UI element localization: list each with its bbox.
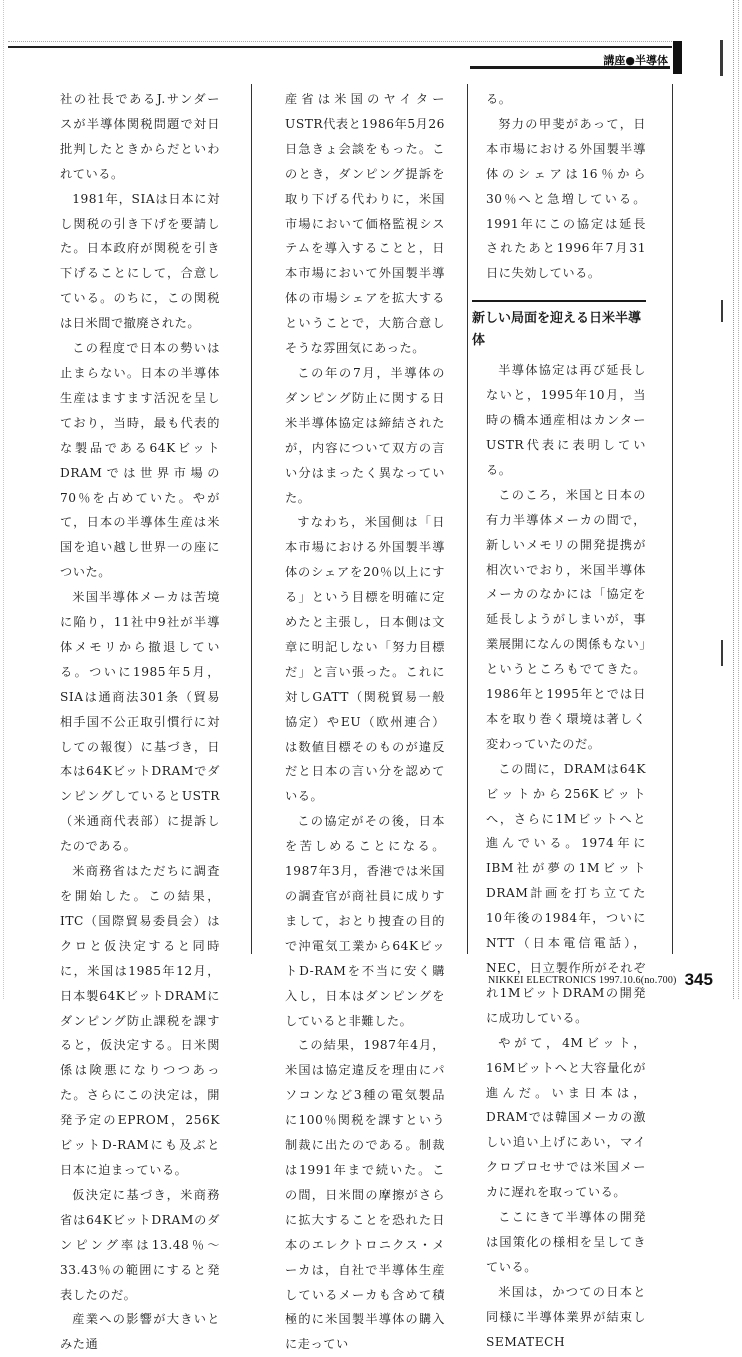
section-heading: 新しい局面を迎える日米半導体 [472,300,646,352]
paragraph: 仮決定に基づき，米商務省は64KビットDRAMのダンピング率は13.48％～33.43％の範囲にすると発表したのだ。 [60,1187,220,1302]
paragraph: 社の社長であるJ.サンダースが半導体関税問題で対日批判したときからだといわれている。 [60,92,220,181]
paragraph: このころ，米国と日本の有力半導体メーカの間で，新しいメモリの開発提携が相次いでおり，米国半導体メーカのなかには「協定を延長しようがしまいが，事業展開になんの関係もない」というところもでてきた。1986年と1995年とでは日本を取り巻く環境は著しく変わっていたのだ。 [486,487,646,751]
paragraph: この間に，DRAMは64Kビットから256Kビットへ，さらに1Mビットへと進んでいる。1974年にIBM社が夢の1MビットDRAM計画を打ち立てた10年後の1984年，ついにNTT（日本電信電話），NEC，日立製作所がそれぞれ1MビットDRAMの開発に成功している。 [486,761,646,1025]
page-number: 345 [684,970,713,989]
page-left-edge [3,0,6,999]
header-rule [8,46,672,48]
section-label: 講座●半導体 [603,54,668,67]
paragraph: 産業への影響が大きいとみた通 [60,1312,220,1352]
paragraph: 米国半導体メーカは苦境に陥り，11社中9社が半導体メモリから撤退している。ついに1985年5月，SIAは通商法301条（貿易相手国不公正取引慣行に対しての報復）に基づき，日本は64KビットDRAMでダンピングしているとUSTR（米通商代表部）に提訴したのである。 [60,590,220,854]
edge-mark [720,40,723,76]
column-divider [672,84,673,954]
paragraph: この年の7月，半導体のダンピング防止に関する日米半導体協定は締結されたが，内容について双方の言い分はまったく異なっていた。 [285,365,445,505]
journal-citation: NIKKEI ELECTRONICS 1997.10.6(no.700) [488,975,677,986]
paragraph: この程度で日本の勢いは止まらない。日本の半導体生産はますます活況を呈しており，当時，最も代表的な製品である64KビットDRAMでは世界市場の70％を占めていた。やがて，日本の半導体生産は米国を追い越し世界一の座についた。 [60,341,220,580]
edge-mark [721,300,723,322]
edge-mark [721,640,723,666]
column-divider [467,84,468,954]
page-footer [488,970,728,990]
paragraph: 米商務省はただちに調査を開始した。この結果，ITC（国際貿易委員会）はクロと仮決定すると同時に，米国は1985年12月，日本製64KビットDRAMにダンピング防止課税を課すると，仮決定する。日米関係は険悪になりつつあった。さらにこの決定は，開発予定のEPROM，256KビットD-RAMにも及ぶと日本に迫まっている。 [60,864,220,1177]
column-divider [251,84,252,954]
text-column-2 [285,87,445,1357]
paragraph: 産省は米国のヤイターUSTR代表と1986年5月26日急きょ会談をもった。このとき，ダンピング提訴を取り下げる代わりに，米国市場において価格監視システムを導入することと，日本市場において外国製半導体の市場シェアを拡大するということで，大筋合意しそうな雰囲気にあった。 [285,92,445,356]
paragraph: 1981年，SIAは日本に対し関税の引き下げを要請した。日本政府が関税を引き下げることにして，合意している。のちに，この関税は日米間で撤廃された。 [60,191,220,331]
paragraph: る。 [486,92,512,106]
paragraph: この結果，1987年4月，米国は協定違反を理由にパソコンなど3種の電気製品に100％関税を課すという制裁に出たのである。制裁は1991年まで続いた。この間，日米間の摩擦がさらに拡大することを恐れた日本のエレクトロニクス・メーカは，自社で半導体生産しているメーカも含めて積極的に米国製半導体の購入に走ってい [285,1038,445,1352]
paragraph: 米国は，かつての日本と同様に半導体業界が結束しSEMATECH [486,1284,646,1349]
paragraph: やがて，4Mビット，16Mビットへと大容量化が進んだ。いま日本は，DRAMでは韓国メーカの激しい追い上げにあい，マイクロプロセサでは米国メーカに遅れを取っている。 [486,1035,646,1200]
page-right-edge [733,0,739,999]
header-tab-marker [673,41,682,74]
paragraph: ここにきて半導体の開発は国策化の様相を呈してきている。 [486,1210,646,1274]
paragraph: 努力の甲斐があって，日本市場における外国製半導体のシェアは16％から30％へと急増している。1991年にこの協定は延長されたあと1996年7月31日に失効している。 [486,116,646,281]
paragraph: この協定がその後，日本を苦しめることになる。1987年3月，香港では米国の調査官が商社員に成りすまして，おとり捜査の目的で沖電気工業から64KビットD-RAMを不当に安く購入し，日本はダンピングをしていると非難した。 [285,814,445,1028]
header-rule-thin [8,41,672,42]
paragraph: すなわち，米国側は「日本市場における外国製半導体のシェアを20％以上にする」という目標を明確に定めたと主張し，日本側は文章に明記しない「努力目標だ」と言い張った。これに対しGATT（関税貿易一般協定）やEU（欧州連合）は数値目標そのものが違反だと日本の言い分を認めている。 [285,515,445,804]
text-column-3 [472,87,646,1355]
paragraph: 半導体協定は再び延長しないと，1995年10月，当時の橋本通産相はカンターUSTR代表に表明している。 [486,363,646,477]
text-column-1 [60,87,220,1357]
